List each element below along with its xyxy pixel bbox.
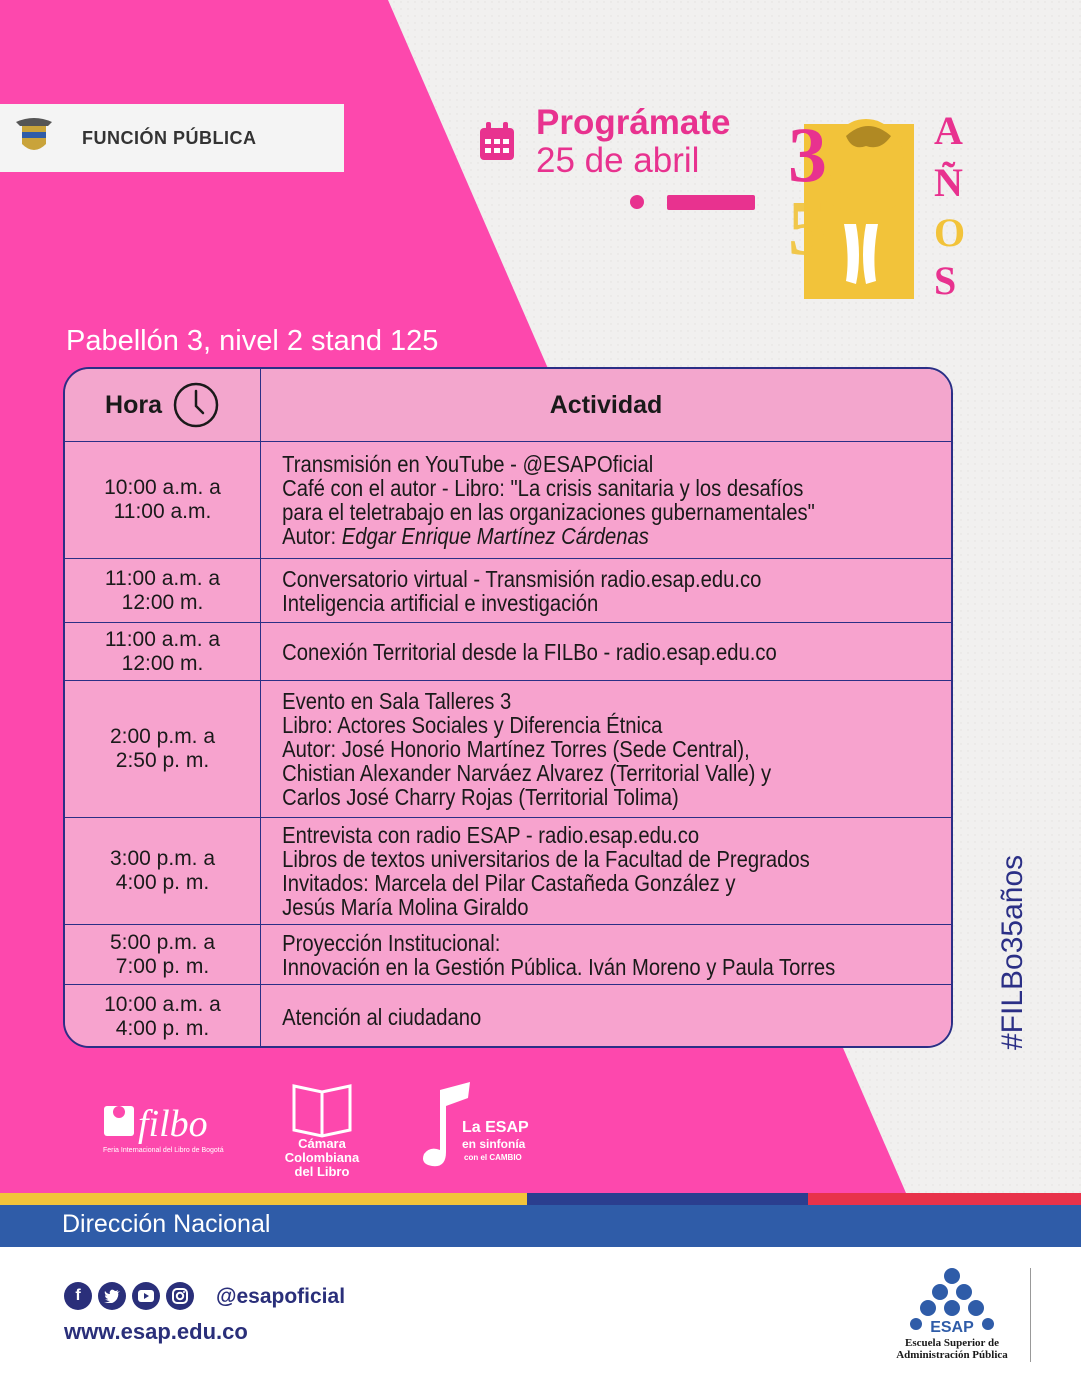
programate-label: Prográmate xyxy=(536,103,731,142)
row-activity: Transmisión en YouTube - @ESAPOficial Café con el autor - Libro: "La crisis sanitaria y los desafíos para el teletrabajo en las organizaciones gubernamentales" Autor: Edgar Enrique Martínez Cárdenas xyxy=(282,451,815,549)
decor-dash xyxy=(667,195,755,210)
svg-text:del Libro: del Libro xyxy=(294,1164,350,1178)
svg-text:Colombiana: Colombiana xyxy=(284,1150,360,1165)
facebook-icon[interactable]: f xyxy=(64,1282,92,1310)
row-activity: Conversatorio virtual - Transmisión radio.esap.edu.co Inteligencia artificial e investigación xyxy=(282,565,762,616)
table-row xyxy=(65,681,951,818)
svg-text:Cámara: Cámara xyxy=(298,1136,346,1151)
clock-icon xyxy=(172,381,220,429)
table-row xyxy=(65,559,951,623)
svg-text:con el CAMBIO: con el CAMBIO xyxy=(464,1153,522,1162)
programate-heading xyxy=(536,104,731,180)
table-row xyxy=(65,925,951,985)
youtube-icon[interactable] xyxy=(132,1282,160,1310)
row-activity: Entrevista con radio ESAP - radio.esap.edu.co Libros de textos universitarios de la Facultad de Pregrados Invitados: Marcela del Pilar Castañeda González y Jesús María Molina Giraldo xyxy=(282,822,810,920)
svg-text:La ESAP: La ESAP xyxy=(462,1119,529,1136)
divider xyxy=(1030,1268,1031,1362)
esap-name: Escuela Superior de Administración Pública xyxy=(896,1337,1008,1361)
funcion-publica-badge xyxy=(0,104,344,172)
stripe-navy xyxy=(527,1193,808,1205)
anniversary-digit-3: 3 xyxy=(788,111,827,198)
row-activity: Proyección Institucional: Innovación en la Gestión Pública. Iván Moreno y Paula Torres xyxy=(282,929,836,980)
hashtag-vertical xyxy=(990,828,1032,1050)
anniversary-letter-s: S xyxy=(934,258,957,303)
stripe-yellow xyxy=(0,1193,527,1205)
row-activity: Evento en Sala Talleres 3 Libro: Actores Sociales y Diferencia Étnica Autor: José Honorio Martínez Torres (Sede Central), Chistian Alexander Narváez Alvarez (Territorial Valle) y Carlos José Charry Rojas (Territorial Tolima) xyxy=(282,688,772,810)
row-time: 10:00 a.m. a 4:00 p. m. xyxy=(65,985,261,1048)
table-row xyxy=(65,818,951,925)
filbo-logo xyxy=(103,1103,224,1154)
social-icons xyxy=(64,1282,194,1310)
instagram-icon[interactable] xyxy=(166,1282,194,1310)
coat-of-arms-icon xyxy=(14,116,54,160)
camara-colombiana-logo xyxy=(285,1086,360,1178)
anniversary-35-logo xyxy=(786,106,976,306)
event-date: 25 de abril xyxy=(536,141,700,180)
row-time: 10:00 a.m. a 11:00 a.m. xyxy=(65,442,261,558)
table-header xyxy=(65,369,951,442)
anniversary-letter-n: Ñ xyxy=(934,160,963,205)
location-label: Pabellón 3, nivel 2 stand 125 xyxy=(66,325,439,357)
hashtag-text: #FILBo35años xyxy=(996,854,1029,1050)
svg-text:filbo: filbo xyxy=(138,1103,208,1145)
schedule-table xyxy=(63,367,953,1048)
hora-header-label: Hora xyxy=(105,391,162,419)
row-activity: Atención al ciudadano xyxy=(282,1003,482,1030)
stripe-red xyxy=(808,1193,1081,1205)
website-link[interactable]: www.esap.edu.co xyxy=(64,1319,248,1344)
row-time: 3:00 p.m. a 4:00 p. m. xyxy=(65,818,261,924)
social-handle[interactable]: @esapoficial xyxy=(216,1285,346,1308)
twitter-icon[interactable] xyxy=(98,1282,126,1310)
funcion-publica-label: FUNCIÓN PÚBLICA xyxy=(82,127,257,148)
calendar-icon xyxy=(478,120,516,162)
row-time: 11:00 a.m. a 12:00 m. xyxy=(65,623,261,680)
svg-text:Feria Internacional del Libro: Feria Internacional del Libro de Bogotá xyxy=(103,1147,224,1154)
table-row xyxy=(65,442,951,559)
decor-dot xyxy=(630,195,644,209)
anniversary-letter-o: O xyxy=(934,210,966,255)
hora-header xyxy=(65,369,261,441)
svg-text:en sinfonía: en sinfonía xyxy=(462,1137,526,1151)
partner-logos xyxy=(0,1078,620,1178)
table-row xyxy=(65,623,951,681)
row-activity: Conexión Territorial desde la FILBo - radio.esap.edu.co xyxy=(282,638,777,665)
row-time: 2:00 p.m. a 2:50 p. m. xyxy=(65,681,261,817)
svg-text:ESAP: ESAP xyxy=(930,1319,974,1336)
row-time: 11:00 a.m. a 12:00 m. xyxy=(65,559,261,622)
row-time: 5:00 p.m. a 7:00 p. m. xyxy=(65,925,261,984)
table-row xyxy=(65,985,951,1048)
anniversary-letter-a: A xyxy=(934,108,963,153)
esap-sinfonia-logo xyxy=(423,1082,529,1166)
actividad-header: Actividad xyxy=(549,391,663,419)
anniversary-digit-5: 5 xyxy=(788,184,827,271)
direccion-label: Dirección Nacional xyxy=(62,1210,271,1238)
